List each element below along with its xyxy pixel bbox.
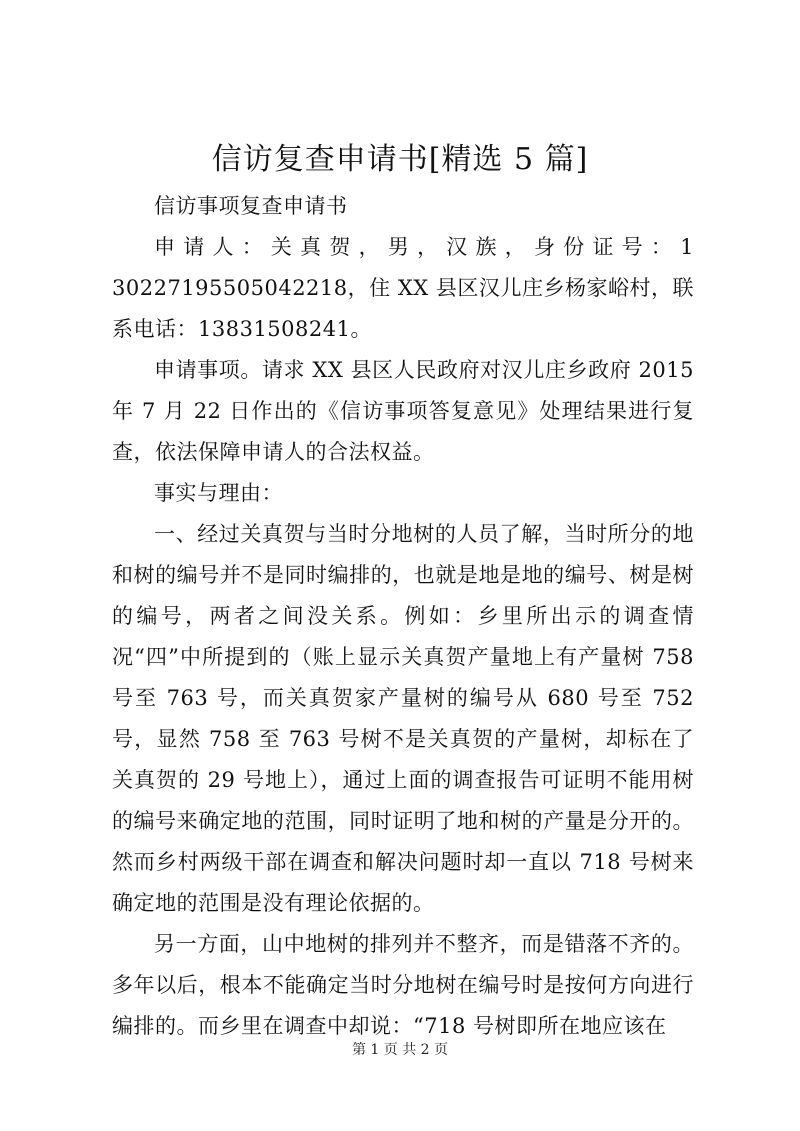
paragraph-request: 申请事项。请求 XX 县区人民政府对汉儿庄乡政府 2015 年 7 月 22 日作出的《信访事项答复意见》处理结果进行复查，依法保障申请人的合法权益。 (112, 358, 694, 464)
paragraph-facts-heading: 事实与理由： (154, 481, 283, 505)
page-footer: 第 1 页 共 2 页 (351, 1042, 449, 1058)
paragraph-applicant: 申 请 人 ： 关 真 贺 ， 男 ， 汉 族 ， 身 份 证 号 ： 130227195505042218，住 XX 县区汉儿庄乡杨家峪村，联系电话：13831508241。 (112, 235, 694, 341)
paragraph-reason-one: 一、经过关真贺与当时分地树的人员了解，当时所分的地和树的编号并不是同时编排的，也就是地是地的编号、树是树的编号，两者之间没关系。例如：乡里所出示的调查情况“四”中所提到的（账上显示关真贺产量地上有产量树 758 号至 763 号，而关真贺家产量树的编号从 680 号至 752 号，显然 758 至 763 号树不是关真贺的产量树，却标在了关真贺的 29 号地上），通过上面的调查报告可证明不能用树的编号来确定地的范围，同时证明了地和树的产量是分开的。然而乡村两级干部在调查和解决问题时却一直以 718 号树来确定地的范围是没有理论依据的。 (112, 522, 694, 915)
paragraph-reason-two: 另一方面，山中地树的排列并不整齐，而是错落不齐的。多年以后，根本不能确定当时分地树在编号时是按何方向进行编排的。而乡里在调查中却说：“718 号树即所在地应该在 (112, 932, 694, 1038)
document-title: 信访复查申请书[精选 5 篇] (211, 142, 589, 177)
document-body (112, 186, 694, 1047)
paragraph-heading: 信访事项复查申请书 (154, 194, 348, 218)
